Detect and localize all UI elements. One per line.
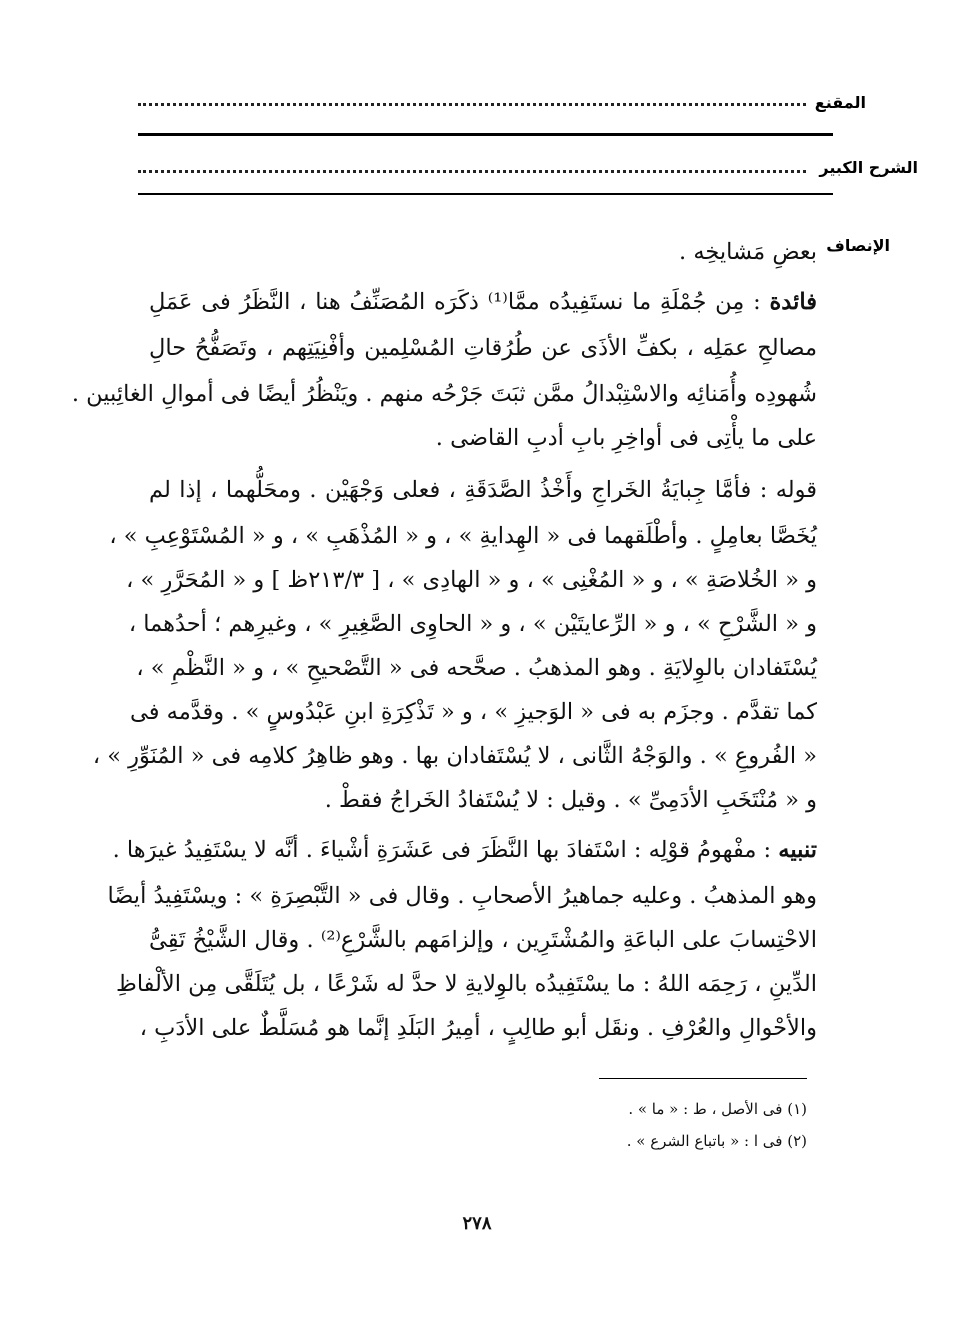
sharh-kabir-dotted-line — [138, 170, 806, 173]
section-divider-thick — [138, 133, 833, 136]
text-line: والأحْوالِ والعُرْفِ . ونقَل أبو طالِبٍ ، أمِيرُ البَلَدِ إنَّما هو مُسَلَّطٌ على الأدَبِ ، — [139, 1015, 817, 1041]
text-line: وهو المذهبُ . وعليه جماهيرُ الأصحابِ . وقال فى « التَّبْصِرَةِ » : ويسْتَفِيدُ أيضًا — [107, 883, 817, 909]
text-line: الدِّينِ ، رَحِمَه اللهُ : ما يسْتَفِيدُه بالوِلايةِ لا حدَّ له شَرْعًا ، بل يُتَلَقَّى مِن الألْفاظِ — [116, 971, 817, 997]
text-line: قوله : فأمَّا جِبايَةُ الخَراجِ وأَخْذُ الصَّدَقَةِ ، فعلى وَجْهَيْن . ومحَلُّهما ، إذا لم — [149, 477, 817, 503]
text-line: و « الشَّرْحِ » ، و « الرِّعايتَيْن » ، و « الحاوِى الصَّغِيرِ » ، وغيرِهم ؛ أحدُهما ، — [128, 611, 817, 637]
text-line: و « الخُلاصَةِ » ، و « المُغْنِى » ، و « الهادِى » ، [ ٢١٣/٣ظ ] و « المُحَرَّرِ » ، — [126, 567, 817, 593]
text-line: على ما يأْتِى فى أواخِرِ بابِ أدبِ القاضى . — [435, 425, 817, 451]
page-number: ٢٧٨ — [462, 1213, 492, 1234]
text-line: تنبيه : مفْهومُ قوْلِه : اسْتَفادَ بها النَّظَرَ فى عَشَرَةِ أشْياءَ . أنَّه لا يسْتَفِيدُ غيرَها . — [112, 837, 817, 863]
muqni-dotted-line — [138, 103, 806, 106]
text-line: « الفُروعِ » . والوَجْهُ الثَّانى ، لا يُسْتَفادان بها . وهو ظاهِرُ كلامِه فى « المُنَوِّرِ » ، — [92, 743, 817, 769]
text-line: يُخَصَّا بعامِلٍ . وأطْلَقهما فى « الهِدايةِ » ، و « المُذْهَبِ » ، و « المُسْتَوْعِبِ » ، — [109, 523, 817, 549]
sharh-kabir-label: الشرح الكبير — [819, 158, 918, 177]
section-divider-thin — [138, 193, 833, 195]
text-line: فائدة : مِن جُمْلَةِ ما نستَفِيدُه ممَّا⁽¹⁾ ذكَرَه المُصَنِّفُ هنا ، النَّظَرُ فى عَمَلِ — [149, 289, 817, 315]
text-line: مصالحِ عمَلِه ، بكفِّ الأذَى عن طُرُقاتِ المُسْلِمين وأفْنِيَتِهم ، وتَصَفُّحُ حالِ — [149, 335, 817, 361]
footnote-2: (٢) فى ا : « باتباع الشرع » . — [626, 1132, 807, 1150]
muqni-label: المقنع — [814, 93, 866, 112]
text-line: الاحْتِسابَ على الباعَةِ والمُشْتَرِين ، وإلزامَهم بالشَّرْعِ⁽²⁾ . وقال الشَّيْخُ تَقِىُّ — [149, 927, 817, 953]
text-line: شُهودِه وأُمَنائِه والاسْتِبْدالُ ممَّن ثبَتَ جَرْحُه منهم . ويَنْظُرُ أيضًا فى أموالِ الغائِبين . — [71, 381, 817, 407]
text-line: بعضِ مَشايخِه . — [679, 239, 817, 265]
text-line: كما تقدَّم . وجزَم به فى « الوَجيزِ » ، و « تَذْكِرَةِ ابنِ عَبْدُوسٍ » . وقدَّمه فى — [129, 699, 817, 725]
text-line: و « مُنْتَخَبِ الأدَمِىِّ » . وقيل : لا يُسْتَفادُ الخَراجُ فقطْ . — [324, 787, 817, 813]
footnote-1: (١) فى الأصل ، ط : « ما » . — [628, 1100, 807, 1118]
text-line: يُسْتَفادان بالوِلايَةِ . وهو المذهبُ . صحَّحه فى « التَّصْحيحِ » ، و « النَّظْمِ » ، — [136, 655, 817, 681]
insaf-label: الإنصاف — [826, 236, 890, 255]
footnote-separator — [599, 1078, 807, 1079]
